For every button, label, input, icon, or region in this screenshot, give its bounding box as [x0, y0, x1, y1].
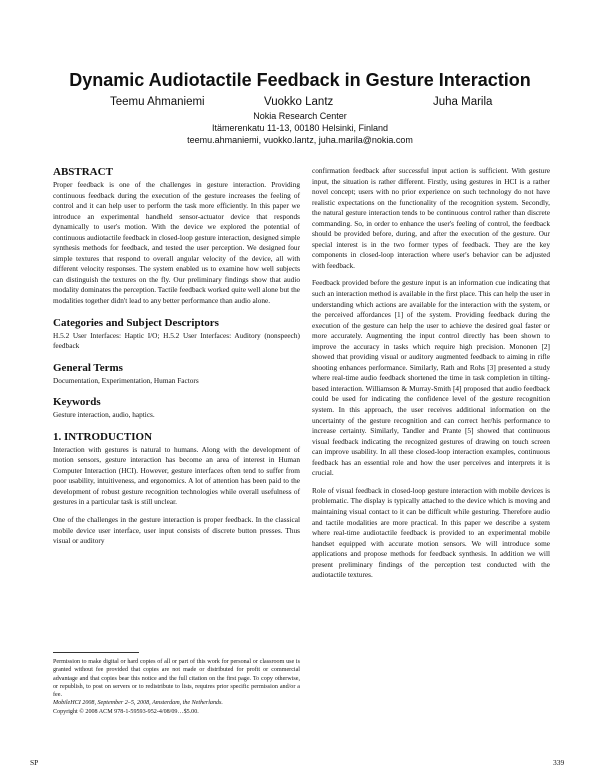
affiliation-org: Nokia Research Center — [253, 111, 347, 121]
permission-footnote — [53, 658, 300, 716]
general-terms-heading: General Terms — [53, 361, 123, 374]
introduction-paragraph-2: One of the challenges in the gesture interaction is proper feedback. In the classical mobile device user interface, user input consists of discrete button presses. Thus visual or auditory — [53, 515, 300, 546]
introduction-heading: 1. INTRODUCTION — [53, 430, 153, 443]
author-3: Juha Marila — [433, 96, 493, 108]
keywords-heading: Keywords — [53, 396, 101, 409]
paper-title: Dynamic Audiotactile Feedback in Gesture Interaction — [69, 70, 531, 90]
general-terms-text: Documentation, Experimentation, Human Factors — [53, 375, 199, 385]
body-paragraph-1: confirmation feedback after successful input action is sufficient. With gesture input, the situation is rather different. Firstly, using gestures in HCI is a rather novel concept; users with no prior experience on such technology do not have realistic expectations on the functionality of the recognition system. Secondly, the natural gesture interaction tends to be continuous control rather than discrete commanding. So, in order to enhance the user's feeling of control, the feedback should be provided before, during, and after the execution of the gesture. Our special interest is in the two former types of feedback. They are the key components in closed-loop interaction where user's behavior can be adjusted with feedback. — [312, 166, 550, 270]
keywords-text: Gesture interaction, audio, haptics. — [53, 410, 155, 420]
introduction-paragraph-1: Interaction with gestures is natural to humans. Along with the development of motion sensors, gesture interaction has become an area of interest in Human Computer Interaction (HCI). However, gesture interfaces often tend to suffer from poor usability, intuitiveness, and ergonomics. A lot of attention has been paid to the development of robust gesture recognition technologies while overall usefulness of gestures in a particular task is still unclear. — [53, 444, 300, 507]
page-number: 339 — [553, 758, 565, 767]
body-paragraph-3: Role of visual feedback in closed-loop gesture interaction with mobile devices is problematic. The display is typically attached to the device which is moving and maintaining visual contact to it can be difficult while gesturing. Therefore audio and tactile modalities are more practical. In this paper we describe a system where real-time audiotactile feedback is provided to an experimental mobile handset equipped with accurate motion sensors. We will introduce some applications and propose methods for feedback synthesis. In addition we will present preliminary findings of the perception test conducted with the audiotactile textures. — [312, 485, 550, 580]
body-paragraph-2: Feedback provided before the gesture input is an information cue indicating that such an interaction method is available in the first place. This can help the user in understanding which actions are available for the interaction with the system, or the perceived affordances [1] of the system. Providing feedback during the execution of the gesture can help the user to achieve the desired goal faster or more accurately. Augmenting the input control directly has been shown to improve the accuracy in tasks which require high precision. Mononen [2] showed that providing visual or auditory augmented feedback to aiming in rifle shooting enhances performance. Similarly, Rath and Rohs [3] presented a study where real-time audio feedback shortened the time in task completion in tilting-based interaction. Williamson & Murray-Smith [4] proposed that audio feedback could be used for indicating the confidence level of the gesture recognition system. In this approach, the user receives additional information on the uncertainty of the gesture recognition and can correct her/his performance to increase certainty. Similarly, Tandler and Prante [5] showed that continuous visual feedback indicating the recognized gestures of drawing on touch screen can improve usability. In all these closed-loop interaction examples, continuous feedback has an essential role and how the user perceives and interprets it is crucial. — [312, 278, 550, 478]
left-column — [53, 166, 300, 547]
footnote-rule — [53, 652, 139, 653]
author-1: Teemu Ahmaniemi — [110, 96, 205, 108]
author-2: Vuokko Lantz — [264, 96, 334, 108]
footer-left: SP — [30, 758, 39, 767]
abstract-heading: ABSTRACT — [53, 166, 113, 178]
copyright-line: Copyright © 2008 ACM 978-1-59593-952-4/08/09…$5.00. — [53, 708, 199, 715]
affiliation-emails: teemu.ahmaniemi, vuokko.lantz, juha.marila@nokia.com — [187, 135, 413, 145]
categories-text: H.5.2 User Interfaces: Haptic I/O; H.5.2 User Interfaces: Auditory (nonspeech) feedback — [53, 330, 300, 351]
conference-venue: MobileHCI 2008, September 2–5, 2008, Amsterdam, the Netherlands. — [53, 700, 223, 707]
right-column — [312, 166, 550, 581]
permission-text: Permission to make digital or hard copies of all or part of this work for personal or classroom use is granted without fee provided that copies are not made or distributed for profit or commercial advantage and that copies bear this notice and the full citation on the first page. To copy otherwise, or republish, to post on servers or to redistribute to lists, requires prior specific permission and/or a fee. — [53, 659, 300, 699]
abstract-text: Proper feedback is one of the challenges in gesture interaction. Providing continuous feedback during the execution of the gesture increases the feeling of control and it can help user to perform the task more efficiently. In this paper we introduce an experimental handheld sensor-actuator device that responds dynamically to user's motion. With the device we explored the potential of continuous audiotactile feedback in closed-loop gesture interaction, designed simple synthesis methods for feedback, and tested the user perception. We designed four simple textures that respond to overall angular velocity of the device, all with different velocity responses. The system enabled us to examine how well subjects can distinguish the textures on the fly. Our preliminary findings show that audio modality dominates the perception. Tactile feedback worked quite well alone but the modalities together didn't lead to any better performance than audio alone. — [53, 180, 300, 306]
categories-heading: Categories and Subject Descriptors — [53, 316, 219, 329]
affiliation-address: Itämerenkatu 11-13, 00180 Helsinki, Finland — [212, 123, 388, 133]
